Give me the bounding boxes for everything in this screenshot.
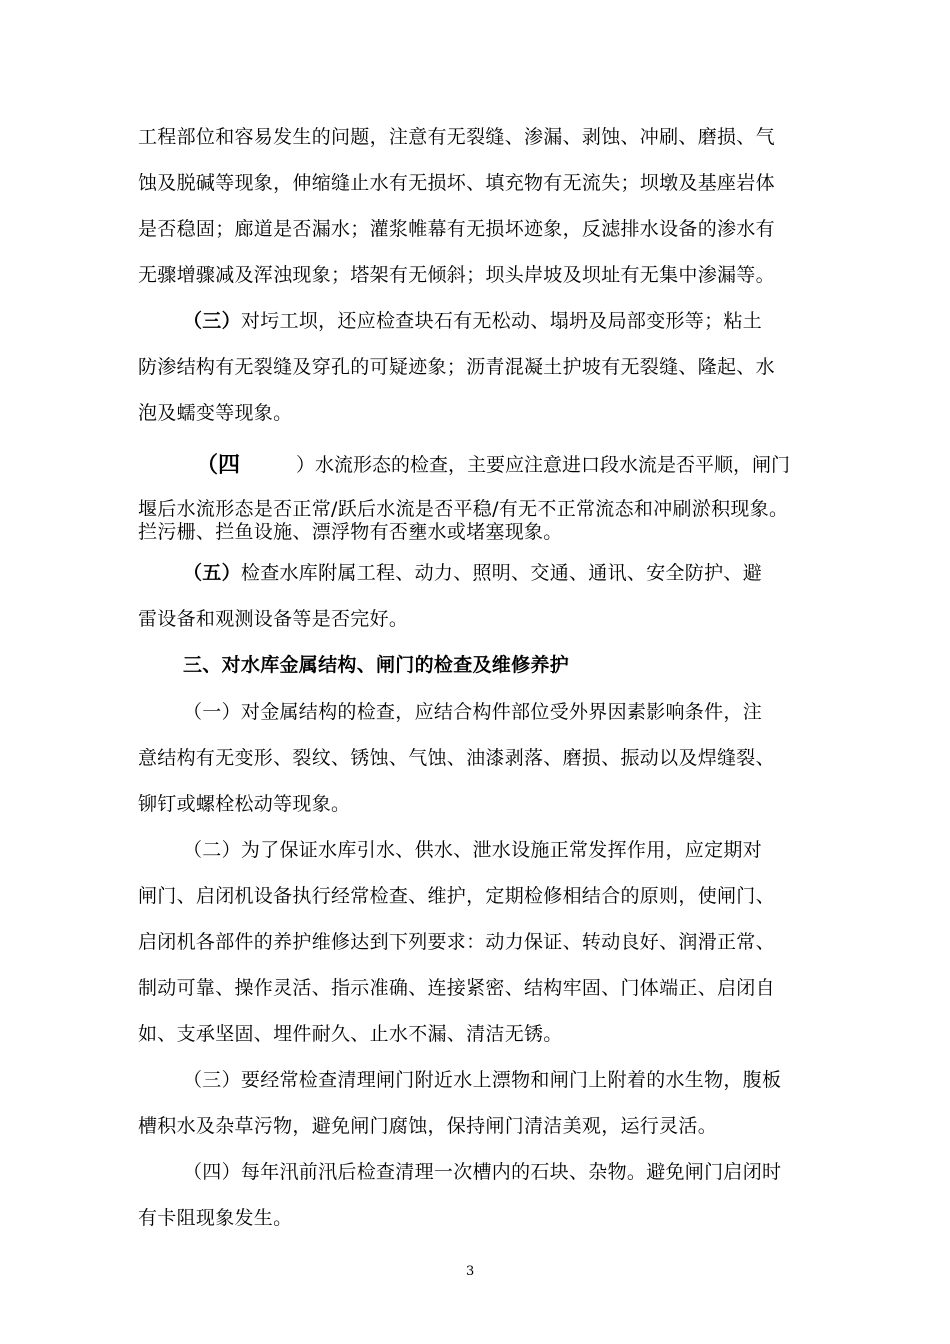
p2-line-2: 防渗结构有无裂缝及穿孔的可疑迹象；沥青混凝土护坡有无裂缝、隆起、水 [138,356,775,378]
p3-line-1: ）水流形态的检查，主要应注意进口段水流是否平顺，闸门 [296,454,791,476]
p1-line-2: 蚀及脱碱等现象，伸缩缝止水有无损坏、填充物有无流失；坝墩及基座岩体 [138,172,775,194]
p4-line-2: 雷设备和观测设备等是否完好。 [138,608,409,630]
p4-line-1 [183,558,762,585]
p7-line-1: （三）要经常检查清理闸门附近水上漂物和闸门上附着的水生物，腹板 [183,1069,782,1091]
p5-line-3: 铆钉或螺栓松动等现象。 [138,793,351,815]
p3-label: （四 [196,453,241,478]
p3-line-2: 堰后水流形态是否正常/跃后水流是否平稳/有无不正常流态和冲刷淤积现象。 [138,498,789,520]
section-heading-3: 三、对水库金属结构、闸门的检查及维修养护 [183,654,570,676]
p6-line-2: 闸门、启闭机设备执行经常检查、维护，定期检修相结合的原则，使闸门、 [138,885,775,907]
page-number: 3 [466,1264,475,1279]
p2-text: 对圬工坝，还应检查块石有无松动、塌坍及局部变形等；粘土 [240,310,763,332]
p6-line-5: 如、支承坚固、埋件耐久、止水不漏、清洁无锈。 [138,1023,563,1045]
p1-line-1: 工程部位和容易发生的问题，注意有无裂缝、渗漏、剥蚀、冲刷、磨损、气 [138,126,775,148]
p8-line-2: 有卡阻现象发生。 [138,1207,293,1229]
p1-line-3: 是否稳固；廊道是否漏水；灌浆帷幕有无损坏迹象，反滤排水设备的渗水有 [138,218,775,240]
p3-line-3: 拦污栅、拦鱼设施、漂浮物有否壅水或堵塞现象。 [138,521,563,543]
p2-line-1 [183,306,762,333]
p4-label: （五） [183,562,241,584]
p5-line-2: 意结构有无变形、裂纹、锈蚀、气蚀、油漆剥落、磨损、振动以及焊缝裂、 [138,747,775,769]
p2-label: （三） [183,310,241,332]
p8-line-1: （四）每年汛前汛后检查清理一次槽内的石块、杂物。避免闸门启闭时 [183,1161,782,1183]
p6-line-1: （二）为了保证水库引水、供水、泄水设施正常发挥作用，应定期对 [183,839,763,861]
p6-line-3: 启闭机各部件的养护维修达到下列要求：动力保证、转动良好、润滑正常、 [138,931,775,953]
p5-line-1: （一）对金属结构的检查，应结合构件部位受外界因素影响条件，注 [183,701,763,723]
p7-line-2: 槽积水及杂草污物，避免闸门腐蚀，保持闸门清洁美观，运行灵活。 [138,1115,718,1137]
p1-line-4: 无骤增骤减及浑浊现象；塔架有无倾斜；坝头岸坡及坝址有无集中渗漏等。 [138,264,775,286]
p6-line-4: 制动可靠、操作灵活、指示准确、连接紧密、结构牢固、门体端正、启闭自 [138,977,775,999]
p4-text: 检查水库附属工程、动力、照明、交通、通讯、安全防护、避 [240,562,763,584]
p2-line-3: 泡及蠕变等现象。 [138,402,293,424]
